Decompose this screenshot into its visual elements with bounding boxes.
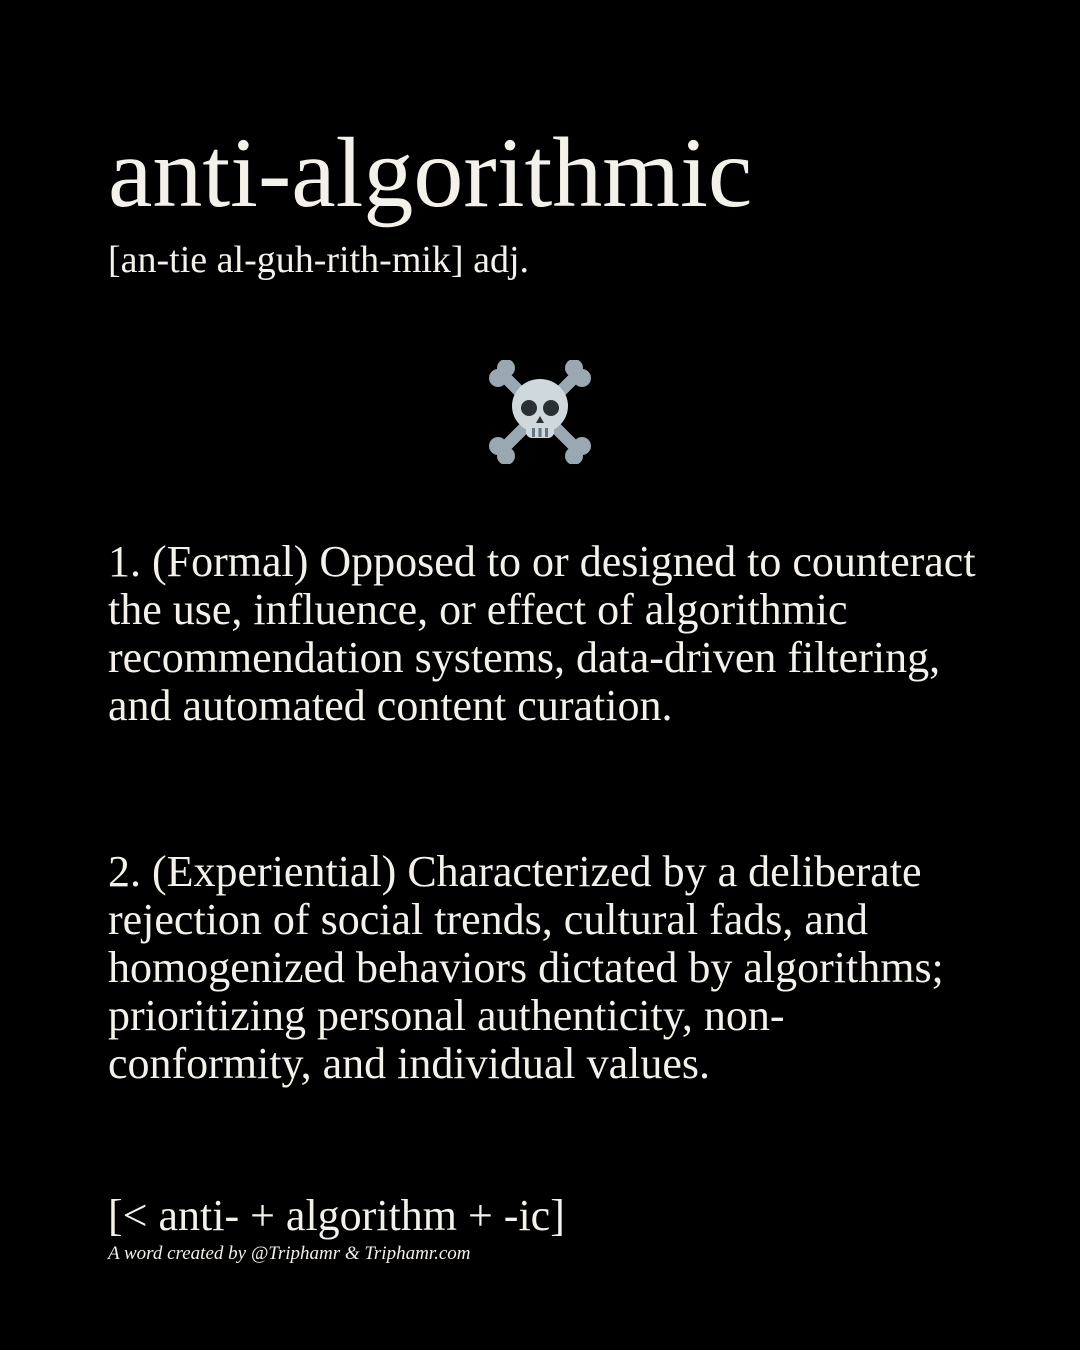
definition-2: 2. (Experiential) Characterized by a deliberate rejection of social trends, cultural fads, and homogenized behaviors dictated by algorithms; prioritizing personal authenticity, non-conformity, and individual values. — [108, 847, 944, 1088]
headword: anti-algorithmic — [108, 117, 753, 228]
pronunciation: [an-tie al-guh-rith-mik] adj. — [108, 239, 530, 281]
credit-line: A word created by @Triphamr & Triphamr.com — [108, 1243, 471, 1264]
etymology: [< anti- + algorithm + -ic] — [108, 1191, 565, 1240]
definition-1: 1. (Formal) Opposed to or designed to counteract the use, influence, or effect of algorithmic recommendation systems, data-driven filtering, and automated content curation. — [108, 537, 976, 730]
skull-and-crossbones-icon — [488, 360, 592, 464]
